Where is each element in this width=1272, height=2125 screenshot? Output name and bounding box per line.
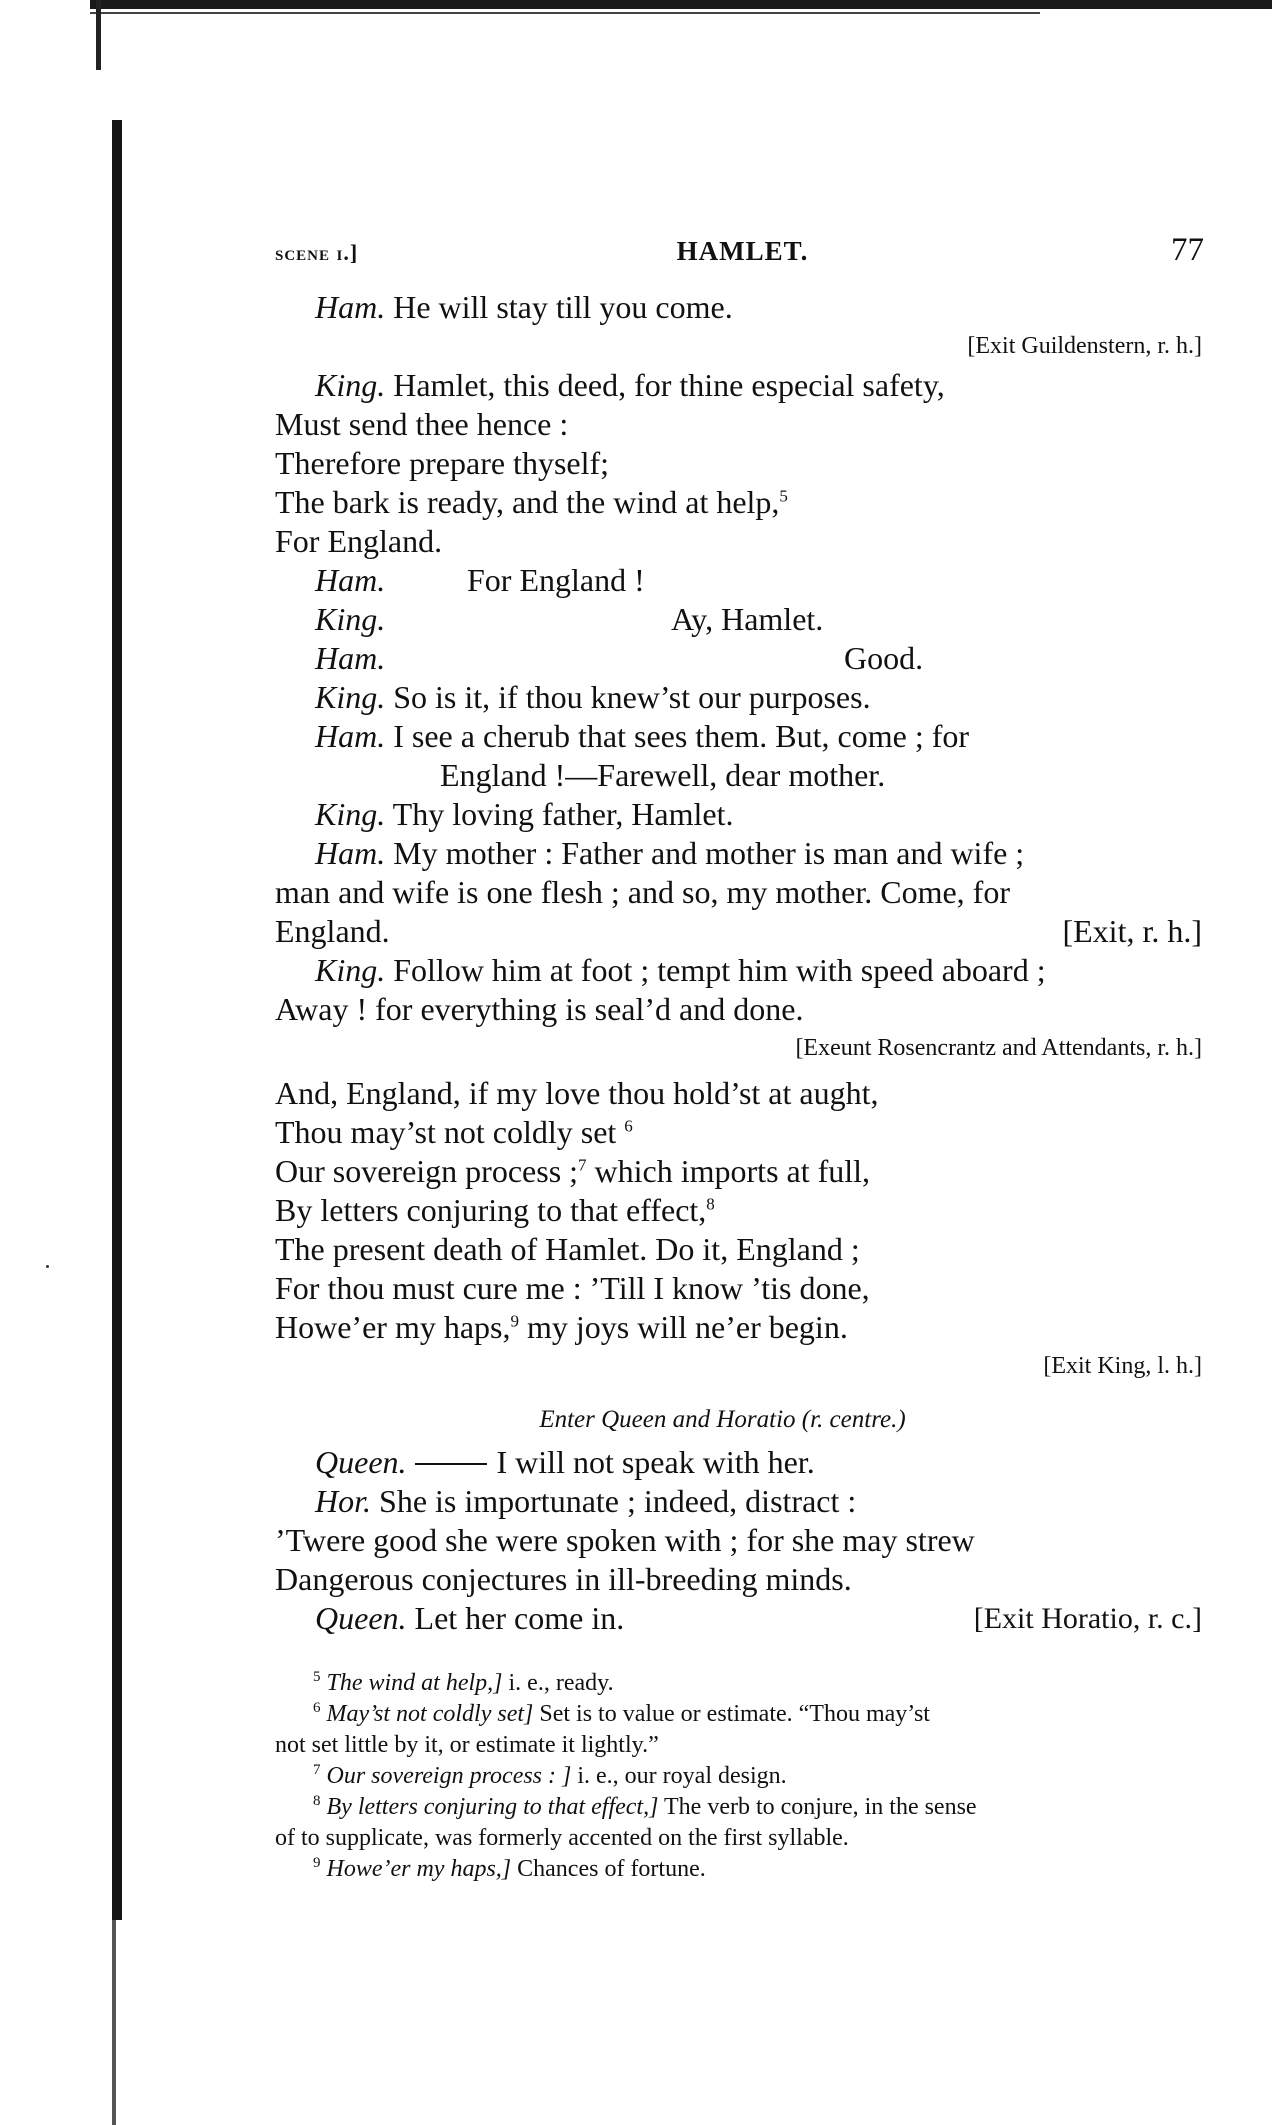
footnote-lemma: Our sovereign process : ] <box>326 1763 572 1789</box>
footnote-number: 5 <box>313 1669 321 1685</box>
footnote-continued: of to supplicate, was formerly accented on the first syllable. <box>275 1825 849 1851</box>
text-line <box>275 717 1210 756</box>
book-title: HAMLET. <box>676 236 809 266</box>
text-line <box>275 1308 1210 1347</box>
text-line <box>275 1599 1210 1638</box>
footnote-ref: 9 <box>510 1311 519 1331</box>
line-text: Thy loving father, Hamlet. <box>392 796 734 832</box>
text-line: For thou must cure me : ’Till I know ’tis done, <box>275 1270 870 1306</box>
text-line: Therefore prepare thyself; <box>275 445 610 481</box>
speaker-name: Ham. <box>315 718 386 754</box>
footnote-text: i. e., ready. <box>508 1670 614 1696</box>
footnote-lemma: By letters conjuring to that effect,] <box>326 1794 659 1820</box>
entry-direction: Enter Queen and Horatio (r. centre.) <box>539 1406 906 1433</box>
text-line <box>275 600 1210 639</box>
line-text: He will stay till you come. <box>393 289 733 325</box>
footnote <box>275 1854 1210 1885</box>
top-edge-rule-thin <box>90 12 1040 14</box>
footnote-number: 6 <box>313 1700 321 1716</box>
line-text: Ay, Hamlet. <box>671 601 824 637</box>
text-line: The present death of Hamlet. Do it, England ; <box>275 1231 860 1267</box>
footnote-continued: not set little by it, or estimate it lightly.” <box>275 1732 659 1758</box>
stage-direction: [Exit King, l. h.] <box>1043 1353 1202 1379</box>
text-line <box>275 561 1210 600</box>
binding-edge <box>112 120 122 1920</box>
text-line: Dangerous conjectures in ill-breeding minds. <box>275 1561 852 1597</box>
stage-direction: [Exit, r. h.] <box>1062 913 1202 949</box>
text-line <box>275 483 1210 522</box>
text-line: Away ! for everything is seal’d and done. <box>275 991 804 1027</box>
speaker-name: King. <box>315 796 386 832</box>
line-text: Follow him at foot ; tempt him with speed aboard ; <box>393 952 1046 988</box>
speaker-name: Ham. <box>315 640 386 676</box>
speaker-name: Queen. <box>315 1600 407 1636</box>
speaker-name: King. <box>315 952 386 988</box>
running-header <box>275 232 1210 280</box>
footnote <box>275 1792 1210 1823</box>
line-text: Let her come in. <box>414 1600 625 1636</box>
footnote-ref: 8 <box>706 1194 715 1214</box>
line-text: which imports at full, <box>594 1153 871 1189</box>
line-text: Hamlet, this deed, for thine especial safety, <box>393 367 945 403</box>
speaker-name: Hor. <box>315 1483 372 1519</box>
text-line <box>275 678 1210 717</box>
footnote <box>275 1699 1210 1730</box>
line-text: Thou may’st not coldly set <box>275 1114 617 1150</box>
line-text: She is importunate ; indeed, distract : <box>379 1483 857 1519</box>
footnote-lemma: May’st not coldly set] <box>326 1701 534 1727</box>
print-speck <box>46 1265 49 1268</box>
dash-rule <box>415 1463 487 1465</box>
footnote-lemma: Howe’er my haps,] <box>326 1856 512 1882</box>
speaker-name: King. <box>315 679 386 715</box>
line-text: my joys will ne’er begin. <box>526 1309 848 1345</box>
stage-direction: [Exit Horatio, r. c.] <box>973 1602 1202 1635</box>
footnote-ref: 6 <box>624 1116 633 1136</box>
stage-direction: [Exeunt Rosencrantz and Attendants, r. h.] <box>795 1035 1202 1061</box>
line-text: By letters conjuring to that effect, <box>275 1192 707 1228</box>
play-text <box>275 288 1210 1638</box>
footnote-ref: 5 <box>779 486 788 506</box>
text-line: ’Twere good she were spoken with ; for she may strew <box>275 1522 975 1558</box>
text-line <box>275 366 1210 405</box>
speaker-name: King. <box>315 601 386 637</box>
line-text: England. <box>275 913 390 949</box>
stage-direction: [Exit Guildenstern, r. h.] <box>967 333 1202 359</box>
footnote-ref: 7 <box>578 1155 587 1175</box>
footnote <box>275 1761 1210 1792</box>
footnote <box>275 1668 1210 1699</box>
scene-label: scene i.] <box>275 240 359 265</box>
footnote-lemma: The wind at help,] <box>326 1670 503 1696</box>
footnote-number: 8 <box>313 1793 321 1809</box>
footnote-number: 7 <box>313 1762 321 1778</box>
speaker-name: Ham. <box>315 562 386 598</box>
line-text: I see a cherub that sees them. But, come ; for <box>393 718 970 754</box>
text-line <box>275 795 1210 834</box>
text-line: Must send thee hence : <box>275 406 569 442</box>
text-line <box>275 288 1210 327</box>
text-line <box>275 951 1210 990</box>
line-text: The bark is ready, and the wind at help, <box>275 484 780 520</box>
footnote-text: Chances of fortune. <box>517 1856 706 1882</box>
page-number: 77 <box>1171 232 1204 268</box>
binding-edge-bottom <box>112 1920 116 2125</box>
speaker-name: Ham. <box>315 289 386 325</box>
text-line: man and wife is one flesh ; and so, my mother. Come, for <box>275 874 1010 910</box>
text-line: England !—Farewell, dear mother. <box>440 757 886 793</box>
footnote-number: 9 <box>313 1855 321 1871</box>
text-line <box>275 1443 1210 1482</box>
footnote-text: Set is to value or estimate. “Thou may’st <box>539 1701 930 1727</box>
line-text: Our sovereign process ; <box>275 1153 579 1189</box>
book-page <box>275 232 1210 1885</box>
text-line <box>275 834 1210 873</box>
line-text: My mother : Father and mother is man and wife ; <box>393 835 1025 871</box>
text-line: And, England, if my love thou hold’st at aught, <box>275 1075 879 1111</box>
speaker-name: Ham. <box>315 835 386 871</box>
top-edge-rule <box>90 0 1272 9</box>
line-text: I will not speak with her. <box>496 1444 815 1480</box>
text-line <box>275 639 1210 678</box>
line-text: Good. <box>844 640 924 676</box>
text-line: For England. <box>275 523 443 559</box>
footnote-text: The verb to conjure, in the sense <box>664 1794 977 1820</box>
binding-edge-top <box>96 0 101 70</box>
text-line <box>275 1482 1210 1521</box>
speaker-name: Queen. <box>315 1444 407 1480</box>
text-line <box>275 1152 1210 1191</box>
footnotes <box>275 1668 1210 1885</box>
text-line <box>275 1113 1210 1152</box>
text-line <box>275 1191 1210 1230</box>
line-text: For England ! <box>467 562 645 598</box>
line-text: So is it, if thou knew’st our purposes. <box>393 679 871 715</box>
line-text: Howe’er my haps, <box>275 1309 511 1345</box>
speaker-name: King. <box>315 367 386 403</box>
footnote-text: i. e., our royal design. <box>577 1763 787 1789</box>
text-line <box>275 912 1210 951</box>
